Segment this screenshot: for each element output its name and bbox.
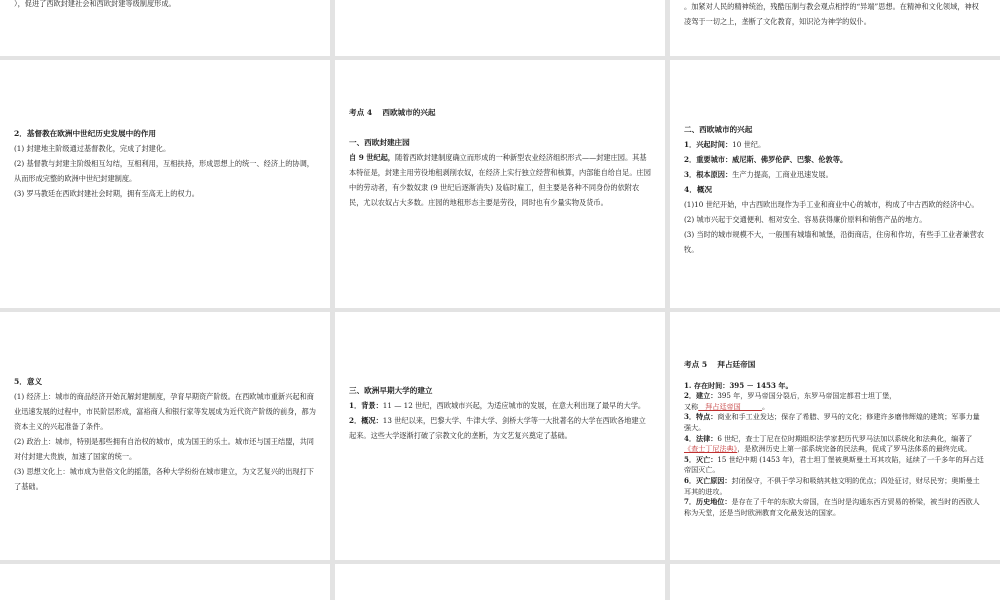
body-text: 随着西欧封建制度确立而形成的一种新型农业经济组织形式——封建庄园。其基本特征是，封建主用劳役地租剥削农奴，在经济上实行独立经营和核算，内部能自给自足。庄园中的劳动者，有少数奴隶 (9 世纪后逐渐消失) 及临时雇工，但主要是各种不同身份的依附农民，尤以农奴占大多数。庄园的地租形态主要是劳役，同时也有少量实物及货币。 [349, 153, 651, 207]
list-item [684, 167, 986, 182]
list-item: (1) 封建地主阶级通过基督教化，完成了封建化。 [14, 144, 171, 153]
slide-tile [0, 312, 330, 560]
slide-tile [670, 0, 1000, 56]
text-block [684, 122, 986, 257]
item-label: 5．灭亡： [684, 454, 718, 464]
slide-tile [670, 60, 1000, 308]
item-label: 4．法律： [684, 433, 718, 443]
paragraph: 。加紧对人民的精神统治，残酷压制与教会观点相悖的“异端”思想。在精神和文化领域，神权凌驾于一切之上，垄断了文化教育，知识沦为神学的奴仆。 [684, 2, 979, 26]
slide-tile [335, 60, 665, 308]
slide-tile [0, 60, 330, 308]
list-item [684, 412, 986, 433]
list-item: (1)10 世纪开始，中古西欧出现作为手工业和商业中心的城市，构成了中古西欧的经济中心。 [684, 200, 979, 209]
topic-title: 考点 5 拜占廷帝国 [684, 360, 756, 369]
item-label: 1. 存在时间： [684, 380, 730, 390]
section-heading: 2．基督教在欧洲中世纪历史发展中的作用 [14, 129, 156, 138]
list-item: (2) 政治上：城市，特别是那些拥有自治权的城市，成为国王的乐土。城市还与国王结盟，共同对付封建大贵族，加速了国家的统一。 [14, 437, 314, 461]
list-item [684, 455, 986, 476]
sub-heading: 4．概况 [684, 185, 713, 194]
item-label: 1．兴起时间： [684, 140, 733, 149]
list-item: (3) 罗马教廷在西欧封建社会时期，拥有至高无上的权力。 [14, 189, 199, 198]
item-value: 是存在了千年的东欧大帝国，在当时是沟通东西方贸易的桥梁，被当时的西欧人称为天堂，还是当时欧洲教育文化最发达的国家。 [684, 497, 980, 517]
paragraph [349, 150, 651, 210]
item-value: 又称 [684, 401, 699, 411]
list-item: (1) 经济上：城市的商品经济开始瓦解封建制度，孕育早期资产阶级。在西欧城市重新兴起和商业迅速发展的过程中，市民阶层形成，富裕商人和银行家等发展成为近代资产阶级的前身，都为资本主义的兴起准备了条件。 [14, 392, 316, 431]
text-block [684, 360, 986, 518]
section-heading: 三、欧洲早期大学的建立 [349, 386, 433, 395]
slide-tile [0, 0, 330, 56]
section-heading: 5．意义 [14, 377, 43, 386]
list-item: (3) 当时的城市规模不大，一般围有城墙和城堡，沿街商店，住房和作坊，有些手工业者兼营农牧。 [684, 230, 984, 254]
item-value: 生产力提高，工商业迅速发展。 [732, 170, 833, 179]
item-value: 15 世纪中期 (1453 年)，君士坦丁堡被奥斯曼土耳其攻陷，延续了一千多年的拜占廷帝国灭亡。 [684, 454, 984, 475]
item-value: 11 — 12 世纪，西欧城市兴起，为适应城市的发展，在意大利出现了最早的大学。 [382, 401, 646, 410]
paragraph [349, 413, 651, 443]
list-item: (2) 基督教与封建主阶级相互勾结，互相利用，互相扶持，形成思想上的统一、经济上的协调，从而形成完整的欧洲中世纪封建制度。 [14, 159, 314, 183]
item-value: ，是欧洲历史上第一部系统完备的民法典，促成了罗马法体系的最终完成。 [737, 444, 972, 454]
paragraph [349, 398, 651, 413]
item-value: 13 世纪以来，巴黎大学、牛津大学、剑桥大学等一大批著名的大学在西欧各地建立起来。这些大学逐渐打破了宗教文化的垄断，为文艺复兴奠定了基础。 [349, 416, 646, 440]
list-item [684, 434, 986, 455]
list-item [684, 497, 986, 518]
fill-blank: 《查士丁尼法典》 [684, 444, 738, 454]
item-label: 1．背景： [349, 401, 383, 410]
item-value: 。 [762, 401, 770, 411]
paragraph: ），促进了西欧封建社会和西欧封建等级制度形成。 [14, 0, 176, 8]
fill-blank: 拜占廷帝国 [698, 401, 763, 411]
list-item [684, 152, 986, 167]
list-item [684, 137, 986, 152]
item-value: 商业和手工业发达；保存了希腊、罗马的文化；修建许多磨伟辉煌的建筑；军事力量强大。 [684, 412, 980, 432]
topic-title: 考点 4 西欧城市的兴起 [349, 108, 436, 117]
text-block [14, 374, 316, 494]
list-item [684, 381, 986, 392]
list-item [684, 391, 986, 412]
item-value: 395 － 1453 年。 [729, 380, 793, 390]
text-block [14, 0, 316, 11]
item-label: 2．概况： [349, 416, 383, 425]
item-label: 2．建立： [684, 391, 718, 401]
item-value: 10 世纪。 [732, 140, 766, 149]
text-block [14, 126, 316, 201]
item-label: 7．历史地位： [684, 497, 732, 507]
slide-tile [670, 564, 1000, 600]
slide-tile [335, 0, 665, 56]
lead-text: 自 9 世纪起， [349, 153, 395, 162]
item-value: 6 世纪，查士丁尼在位时期组织法学家把历代罗马法加以系统化和法典化，编著了 [717, 433, 973, 443]
item-label: 2．重要城市： [684, 155, 733, 164]
item-value: 威尼斯、佛罗伦萨、巴黎、伦敦等。 [732, 155, 848, 164]
slide-tile [335, 564, 665, 600]
item-label: 6．灭亡原因： [684, 475, 732, 485]
slide-tile [670, 312, 1000, 560]
list-item: (2) 城市兴起于交通便利、相对安全、容易获得廉价原料和销售产品的地方。 [684, 215, 927, 224]
section-heading: 一、西欧封建庄园 [349, 138, 410, 147]
text-block [349, 383, 651, 443]
list-item [684, 476, 986, 497]
text-block [349, 105, 651, 210]
list-item: (3) 思想文化上：城市成为世俗文化的摇篮，各种大学纷纷在城市建立，为文艺复兴的出现打下了基础。 [14, 467, 314, 491]
text-block [684, 0, 986, 29]
slide-tile [335, 312, 665, 560]
item-label: 3．根本原因： [684, 170, 733, 179]
section-heading: 二、西欧城市的兴起 [684, 125, 753, 134]
slide-tile [0, 564, 330, 600]
item-label: 3．特点： [684, 412, 718, 422]
item-value: 封闭保守，不俱于学习和吸纳其他文明的优点；四处征讨，财尽民穷；奥斯曼土耳其的进攻。 [684, 475, 980, 496]
item-value: 395 年，罗马帝国分裂后，东罗马帝国定都君士坦丁堡， [717, 391, 897, 401]
